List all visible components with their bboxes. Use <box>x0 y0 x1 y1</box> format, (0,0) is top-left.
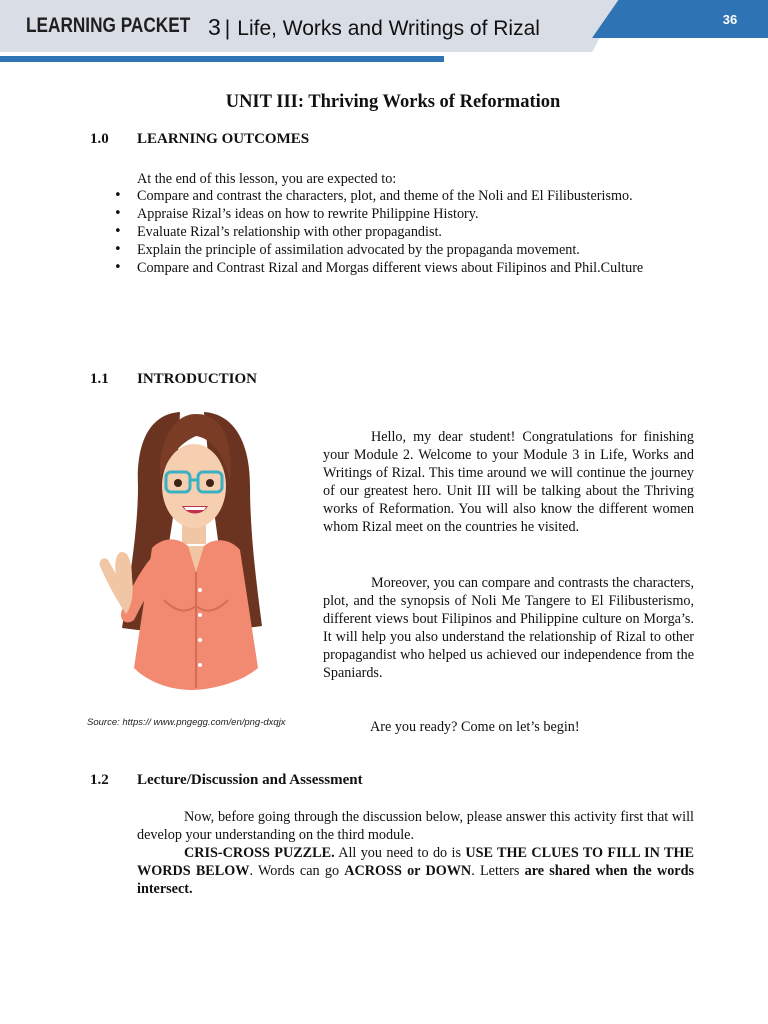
header-underline <box>0 56 444 62</box>
puzzle-title: CRIS-CROSS PUZZLE. <box>184 845 335 861</box>
puzzle-emphasis: are shared when the words intersect. <box>137 863 695 897</box>
puzzle-emphasis: USE THE CLUES TO FILL IN THE WORDS BELOW <box>137 845 694 879</box>
outcomes-intro: At the end of this lesson, you are expected to: <box>137 171 397 187</box>
puzzle-instructions <box>137 844 694 898</box>
ready-prompt: Are you ready? Come on let’s begin! <box>370 719 580 735</box>
section-heading-outcomes <box>90 131 309 148</box>
title-separator: | <box>224 17 231 40</box>
puzzle-text: . Words can go <box>249 863 345 879</box>
section-number: 1.2 <box>90 772 109 788</box>
outcomes-list <box>137 187 694 277</box>
unit-title: UNIT III: Thriving Works of Reformation <box>225 92 561 112</box>
outcome-item: • Evaluate Rizal’s relationship with other propagandist. <box>137 223 694 241</box>
outcome-item: • Explain the principle of assimilation advocated by the propaganda movement. <box>137 241 694 259</box>
lecture-block <box>137 808 694 898</box>
learning-packet-label: LEARNING PACKET <box>26 14 191 37</box>
section-title: LEARNING OUTCOMES <box>137 131 310 147</box>
outcome-item: • Appraise Rizal’s ideas on how to rewrite Philippine History. <box>137 205 694 223</box>
section-number: 1.0 <box>90 131 109 147</box>
module-title: Life, Works and Writings of Rizal <box>237 17 540 40</box>
puzzle-emphasis: ACROSS or DOWN <box>344 863 472 879</box>
puzzle-text: . Letters <box>471 863 525 879</box>
section-heading-lecture <box>90 772 363 789</box>
image-source-caption: Source: https:// www.pngegg.com/en/png-dxqjx <box>87 717 286 728</box>
outcome-item: • Compare and contrast the characters, plot, and theme of the Noli and El Filibusterismo. <box>137 187 694 205</box>
teacher-illustration <box>92 400 292 692</box>
section-number: 1.1 <box>90 371 109 387</box>
section-title: Lecture/Discussion and Assessment <box>137 772 363 788</box>
puzzle-text: All you need to do is <box>334 845 466 861</box>
page-number: 36 <box>722 12 738 27</box>
outcome-item: • Compare and Contrast Rizal and Morgas different views about Filipinos and Phil.Culture <box>137 259 694 277</box>
intro-paragraph-2: Moreover, you can compare and contrasts the characters, plot, and the synopsis of Noli Me Tangere to El Filibusterismo, different views bout Filipinos and Philippine culture on Morga’s. It will help you also understand the relationship of Rizal to other propagandist who helped us achieved our independence from the Spaniards. <box>323 575 694 681</box>
module-number: 3 <box>208 14 221 40</box>
section-title: INTRODUCTION <box>137 371 258 387</box>
module-title-group <box>208 14 540 41</box>
section-heading-introduction <box>90 371 257 388</box>
lecture-paragraph: Now, before going through the discussion below, please answer this activity first that will develop your understanding on the third module. <box>137 809 694 843</box>
intro-paragraph-1: Hello, my dear student! Congratulations for finishing your Module 2. Welcome to your Module 3 in Life, Works and Writings of Rizal. This time around we will continue the journey of our greatest hero. Unit III will be talking about the Thriving works of Reformation. You will also know the different women whom Rizal meet on the countries he visited. <box>323 429 694 535</box>
